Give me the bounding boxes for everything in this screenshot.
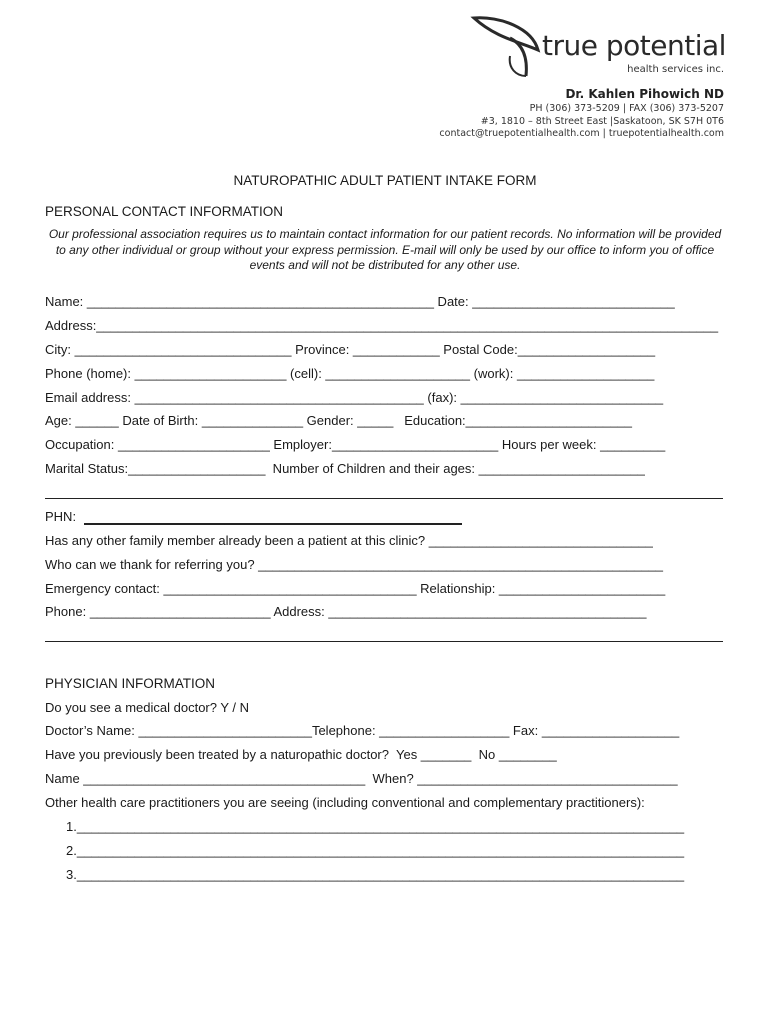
physician-section-heading: PHYSICIAN INFORMATION bbox=[45, 676, 216, 691]
leaf-logo-icon bbox=[470, 16, 550, 82]
practitioner-line-3[interactable]: 3.____________________________________________________________________________________ bbox=[66, 867, 685, 882]
practitioner-line-2[interactable]: 2.____________________________________________________________________________________ bbox=[66, 843, 685, 858]
phone-numbers-line[interactable]: Phone (home): _____________________ (cell): ____________________ (work): ___________________ bbox=[45, 366, 655, 381]
practitioner-line-1[interactable]: 1.____________________________________________________________________________________ bbox=[66, 819, 685, 834]
privacy-notice: Our professional association requires us to maintain contact information for our patient records. No information will be provided to any other individual or group without your express permission. E-mail will only be used by our office to inform you of office events and will not be distributed for any other use. bbox=[48, 227, 722, 272]
blank-answer-line[interactable] bbox=[45, 498, 723, 499]
personal-section-heading: PERSONAL CONTACT INFORMATION bbox=[45, 204, 284, 219]
form-title: NATUROPATHIC ADULT PATIENT INTAKE FORM bbox=[233, 173, 537, 188]
clinic-email-web: contact@truepotentialhealth.com | truepotentialhealth.com bbox=[439, 128, 724, 139]
city-province-postal-line[interactable]: City: ______________________________ Province: ____________ Postal Code:___________________ bbox=[45, 342, 656, 357]
doctor-name: Dr. Kahlen Pihowich ND bbox=[565, 87, 724, 101]
blank-answer-line[interactable] bbox=[45, 641, 723, 642]
address-line[interactable]: Address:______________________________________________________________________________________ bbox=[45, 318, 719, 333]
occupation-employer-hours-line[interactable]: Occupation: _____________________ Employer:_______________________ Hours per week: _________ bbox=[45, 437, 666, 452]
family-patient-line[interactable]: Has any other family member already been a patient at this clinic? _______________________________ bbox=[45, 533, 653, 548]
other-practitioners-question: Other health care practitioners you are seeing (including conventional and complementary practitioners): bbox=[45, 795, 645, 810]
previous-nd-name-when-line[interactable]: Name _______________________________________ When? ____________________________________ bbox=[45, 771, 678, 786]
brand-subtitle: health services inc. bbox=[627, 64, 724, 75]
age-dob-gender-education-line[interactable]: Age: ______ Date of Birth: ______________ Gender: _____ Education:_______________________ bbox=[45, 413, 632, 428]
marital-children-line[interactable]: Marital Status:___________________ Number of Children and their ages: _______________________ bbox=[45, 461, 645, 476]
referral-line[interactable]: Who can we thank for referring you? ________________________________________________________ bbox=[45, 557, 664, 572]
email-fax-line[interactable]: Email address: ________________________________________ (fax): ____________________________ bbox=[45, 390, 664, 405]
phn-label: PHN: bbox=[45, 509, 77, 524]
clinic-phone-fax: PH (306) 373-5209 | FAX (306) 373-5207 bbox=[529, 103, 724, 114]
clinic-address: #3, 1810 – 8th Street East |Saskatoon, SK S7H 0T6 bbox=[480, 116, 724, 127]
previous-nd-line[interactable]: Have you previously been treated by a naturopathic doctor? Yes _______ No ________ bbox=[45, 747, 557, 762]
brand-name: true potential bbox=[542, 29, 726, 62]
medical-doctor-question[interactable]: Do you see a medical doctor? Y / N bbox=[45, 700, 250, 715]
doctor-contact-line[interactable]: Doctor’s Name: ________________________Telephone: __________________ Fax: ___________________ bbox=[45, 723, 680, 738]
emergency-phone-address-line[interactable]: Phone: _________________________ Address: ____________________________________________ bbox=[45, 604, 647, 619]
phn-field[interactable] bbox=[84, 523, 462, 525]
emergency-contact-line[interactable]: Emergency contact: ___________________________________ Relationship: _______________________ bbox=[45, 581, 666, 596]
name-date-line[interactable]: Name: ________________________________________________ Date: ____________________________ bbox=[45, 294, 675, 309]
